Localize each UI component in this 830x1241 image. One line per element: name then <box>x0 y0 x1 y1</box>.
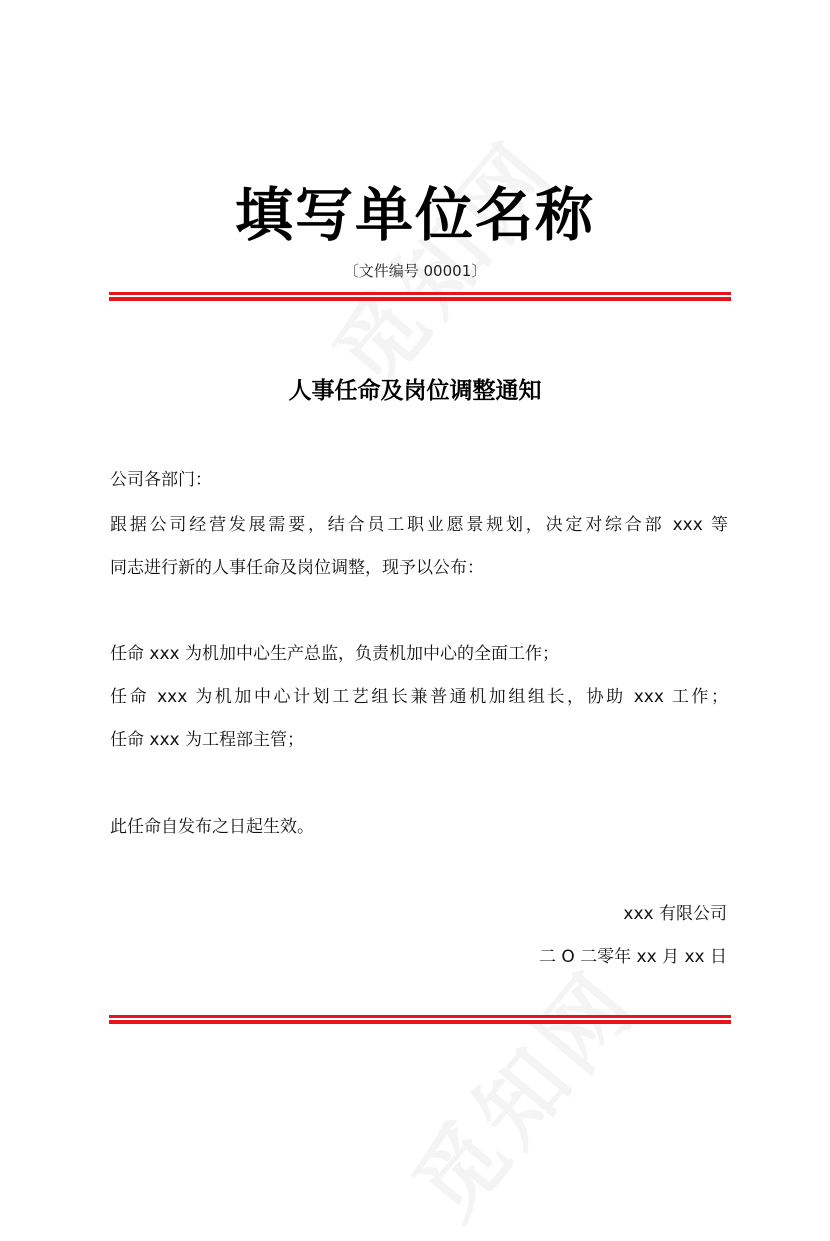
footer-red-rule <box>109 1015 731 1024</box>
appointment-item-1: 任命 xxx 为机加中心生产总监，负责机加中心的全面工作； <box>110 644 559 664</box>
intro-line-2: 同志进行新的人事任命及岗位调整，现予以公布： <box>110 558 484 578</box>
notice-title: 人事任命及岗位调整通知 <box>288 378 542 404</box>
watermark-bottom <box>380 939 662 1241</box>
appointment-item-2: 任命 xxx 为机加中心计划工艺组长兼普通机加组组长，协助 xxx 工作； <box>110 687 728 707</box>
org-name-title: 填写单位名称 <box>234 181 595 249</box>
signature-date: 二 O 二零年 xx 月 xx 日 <box>538 947 727 967</box>
document-number: 〔文件编号 00001〕 <box>343 262 487 280</box>
appointment-item-3: 任命 xxx 为工程部主管； <box>110 730 304 750</box>
salutation: 公司各部门： <box>110 470 212 490</box>
effective-statement: 此任命自发布之日起生效。 <box>110 817 314 837</box>
header-red-rule <box>109 292 731 301</box>
signature-company: xxx 有限公司 <box>623 904 727 924</box>
intro-line-1: 跟据公司经营发展需要，结合员工职业愿景规划，决定对综合部 xxx 等 <box>110 515 728 535</box>
